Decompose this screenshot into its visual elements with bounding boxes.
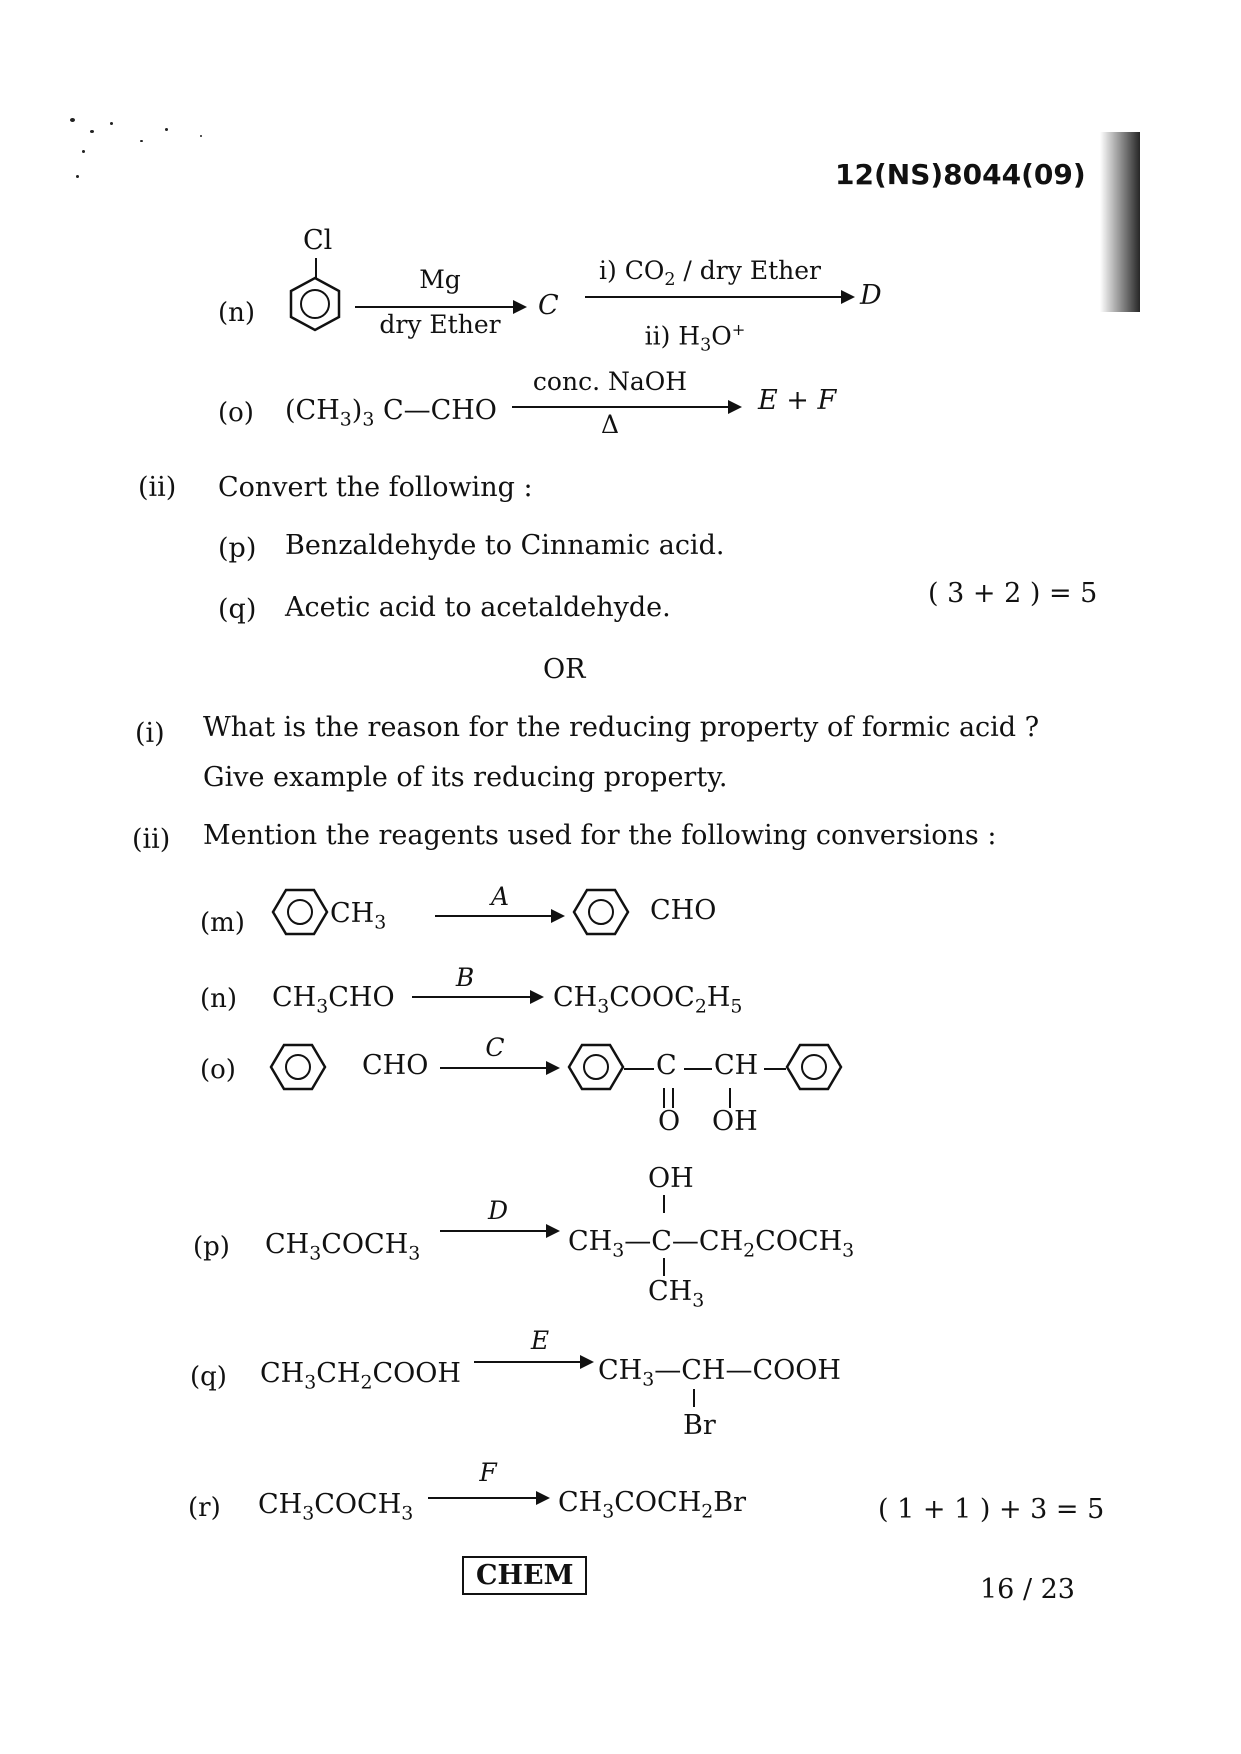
product-n: $CH_3COOC_2H_5$ (553, 982, 743, 1018)
alt-i-line2: Give example of its reducing property. (203, 762, 728, 793)
paper-code: 12(NS)8044(09) (835, 158, 1086, 191)
product-r: $CH_3COCH_2Br$ (558, 1487, 747, 1523)
label-n: (n) (200, 984, 238, 1014)
scan-shadow-right (1100, 132, 1140, 312)
bond-c-ch (684, 1068, 712, 1070)
bond-ch-oh (729, 1088, 731, 1108)
label-r: (r) (188, 1493, 221, 1523)
arrow-m (435, 915, 563, 917)
subject-box: CHEM (462, 1556, 587, 1595)
reagent-d: D (487, 1196, 509, 1225)
marks-convert: ( 3 + 2 ) = 5 (928, 578, 1098, 609)
convert-heading: Convert the following : (218, 472, 533, 503)
reactant-o-top: $(CH_3)_3$ C—CHO (285, 395, 497, 431)
arrow-r (428, 1497, 548, 1499)
label-i-alt: (i) (135, 718, 165, 749)
reactant-p: $CH_3COCH_3$ (265, 1229, 421, 1265)
arrow-o (440, 1067, 558, 1069)
benzene-ring-icon (270, 1042, 326, 1092)
double-bond-co (663, 1088, 674, 1108)
reagent-f: F (479, 1458, 497, 1487)
benzene-ring-icon (288, 276, 342, 332)
label-p-convert: (p) (218, 533, 257, 564)
label-q: (q) (190, 1362, 227, 1392)
convert-q-text: Acetic acid to acetaldehyde. (285, 592, 671, 623)
arrow-o-top (512, 406, 740, 408)
reagent-b: B (455, 963, 475, 992)
benzene-ring-icon (573, 887, 629, 937)
reagent-c: C (485, 1033, 505, 1062)
bond-ch-br (693, 1389, 695, 1407)
product-o-oh: OH (712, 1106, 758, 1137)
product-c: C (538, 290, 559, 321)
convert-p-text: Benzaldehyde to Cinnamic acid. (285, 530, 725, 561)
label-q-convert: (q) (218, 594, 257, 625)
product-q-main: $CH_3—CH—COOH$ (598, 1355, 841, 1391)
product-m-sub: CHO (650, 895, 717, 926)
reagent-e: E (530, 1326, 550, 1355)
reagent-a: A (490, 882, 510, 911)
reactant-n: $CH_3CHO$ (272, 982, 395, 1018)
arrow-n-1 (355, 306, 525, 308)
bond-ch-ring (764, 1068, 786, 1070)
label-ii-alt: (ii) (132, 824, 171, 855)
or-divider: OR (543, 654, 586, 685)
label-m: (m) (200, 908, 245, 938)
product-p-top: OH (648, 1163, 694, 1194)
reagent-h3o: ii) $H_3O^+$ (644, 320, 746, 356)
reagent-mg: Mg (419, 265, 461, 294)
reactant-o-sub: CHO (362, 1050, 429, 1081)
alt-i-line1: What is the reason for the reducing property of formic acid ? (203, 712, 1040, 743)
reagent-naoh: conc. NaOH (532, 367, 688, 396)
chloro-substituent: Cl (303, 225, 333, 256)
label-p: (p) (193, 1232, 230, 1262)
products-ef: E + F (758, 385, 837, 416)
reagent-heat: Δ (600, 410, 620, 439)
arrow-n-2 (585, 296, 853, 298)
bond-ring-c (624, 1068, 654, 1070)
arrow-p (440, 1230, 558, 1232)
product-p-bottom: $CH_3$ (648, 1276, 705, 1312)
benzene-ring-icon (786, 1042, 842, 1092)
reactant-r: $CH_3COCH_3$ (258, 1489, 414, 1525)
product-o-o: O (658, 1106, 681, 1137)
arrow-q (474, 1361, 592, 1363)
label-n-top: (n) (218, 298, 256, 328)
product-o-c: C (656, 1050, 677, 1081)
product-p-main: $CH_3—C—CH_2COCH_3$ (568, 1226, 855, 1262)
reagent-co2: i) $CO_2$ / dry Ether (599, 256, 821, 290)
product-q-bottom: Br (683, 1410, 716, 1441)
label-o: (o) (200, 1055, 236, 1085)
label-ii-convert: (ii) (138, 472, 177, 503)
arrow-n (412, 996, 542, 998)
alt-ii-heading: Mention the reagents used for the following conversions : (203, 820, 997, 851)
benzene-ring-icon (568, 1042, 624, 1092)
benzene-ring-icon (272, 887, 328, 937)
product-o-ch: CH (714, 1050, 759, 1081)
marks-final: ( 1 + 1 ) + 3 = 5 (878, 1494, 1105, 1525)
bond-c-oh (663, 1195, 665, 1213)
page-number: 16 / 23 (980, 1574, 1075, 1605)
product-d: D (860, 280, 882, 311)
reactant-q: $CH_3CH_2COOH$ (260, 1358, 461, 1394)
reagent-dry-ether: dry Ether (379, 310, 501, 339)
reactant-m-sub: $CH_3$ (330, 898, 387, 934)
bond-c-ch3 (663, 1258, 665, 1276)
bond-cl (315, 258, 317, 278)
label-o-top: (o) (218, 398, 254, 428)
